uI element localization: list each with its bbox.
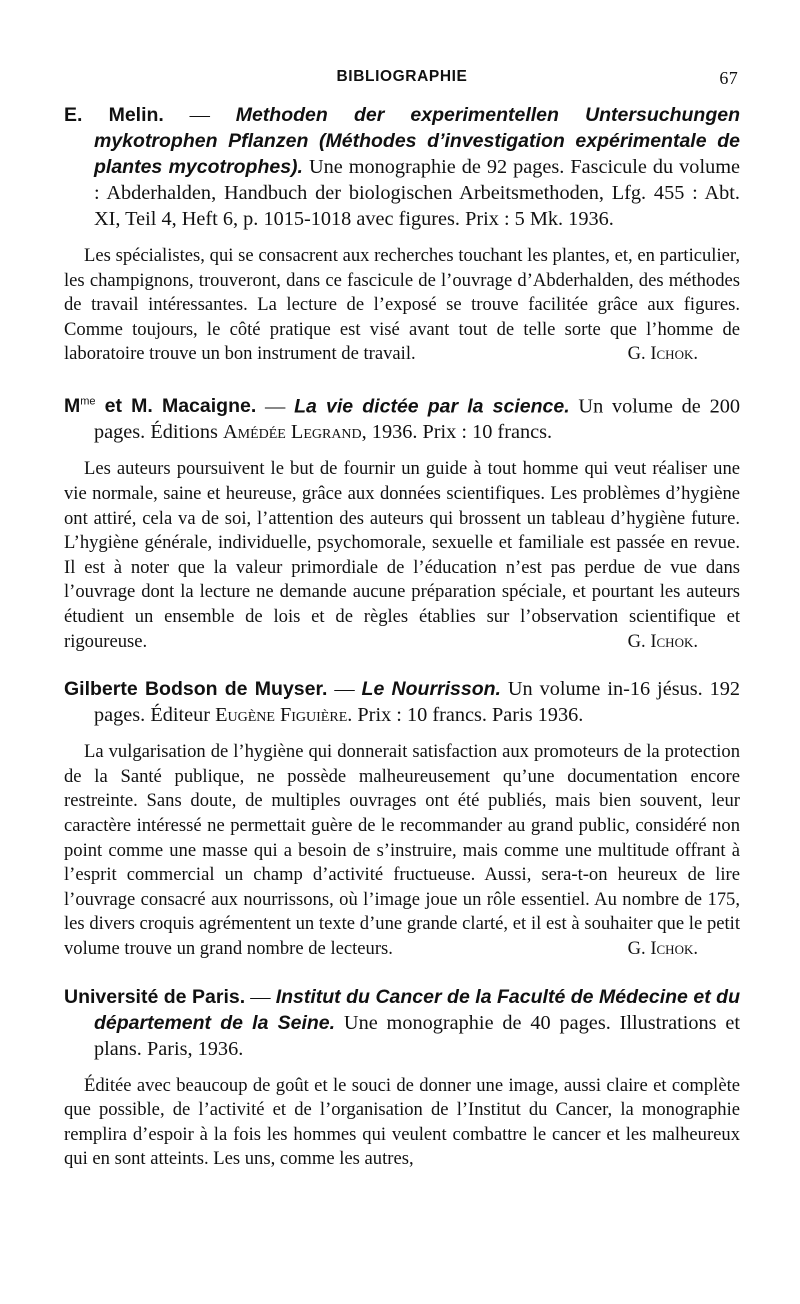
author: Université de Paris. bbox=[64, 985, 246, 1008]
document-page bbox=[64, 62, 740, 1172]
publication-details-end: , 1936. Prix : 10 francs. bbox=[361, 421, 553, 444]
review-text bbox=[64, 740, 740, 961]
work-title: Le Nourrisson. bbox=[361, 678, 501, 701]
publisher: Eugène Figuière bbox=[215, 704, 348, 727]
dash: — bbox=[256, 395, 295, 418]
running-title: BIBLIOGRAPHIE bbox=[336, 68, 468, 85]
author: Gilberte Bodson de Muyser. bbox=[64, 678, 328, 701]
work-title: Institut du Cancer de la Faculté de Médecine et du département de la Seine. bbox=[94, 985, 740, 1034]
review-body: Les spécialistes, qui se consacrent aux recherches touchant les plantes, et, en particulier, les champignons, trouveront, dans ce fascicule de l’ouvrage d’Abderhalden, des méthodes de travail intéressantes. La lecture de l’exposé se trouve facilitée grâce aux figures. Comme toujours, le côté pratique est visé avant tout de telle sorte que l’homme de laboratoire trouve un bon instrument de travail. bbox=[64, 245, 740, 365]
work-title: Methoden der experimentellen Untersuchungen mykotrophen Pflanzen (Méthodes d’investigation expérimentale de plantes mycotrophes). bbox=[94, 104, 740, 178]
review-text bbox=[64, 1074, 740, 1172]
review-text bbox=[64, 457, 740, 654]
publication-details: Un volume de 200 pages. Éditions bbox=[94, 395, 741, 444]
citation bbox=[64, 676, 740, 728]
publication-details: Un volume in-16 jésus. 192 pages. Éditeur bbox=[94, 678, 741, 727]
review-body: Éditée avec beaucoup de goût et le souci de donner une image, aussi claire et complète que possible, de l’activité et de l’organisation de l’Institut du Cancer, la monographie remplira d’espoir à la fois les hommes qui veulent combattre le cancer et les malheureux qui en sont atteints. Les uns, comme les autres, bbox=[64, 1074, 740, 1170]
publication-details: Une monographie de 40 pages. Illustrations et plans. Paris, 1936. bbox=[94, 1011, 740, 1060]
citation bbox=[64, 102, 740, 232]
reviewer-signature: G. Ichok. bbox=[627, 630, 698, 652]
dash: — bbox=[327, 678, 362, 701]
bibliography-entry-melin bbox=[64, 102, 740, 367]
reviewer-signature: G. Ichok. bbox=[627, 343, 698, 365]
bibliography-entry-universite bbox=[64, 984, 740, 1172]
publication-details: Une monographie de 92 pages. Fascicule du volume : Abderhalden, Handbuch der biologischen Arbeitsmethoden, Lfg. 455 : Abt. XI, Teil 4, Heft 6, p. 1015-1018 avec figures. Prix : 5 Mk. 1936. bbox=[94, 156, 740, 230]
running-head bbox=[64, 62, 740, 92]
review-text bbox=[64, 244, 740, 367]
dash: — bbox=[163, 104, 236, 126]
work-title: La vie dictée par la science. bbox=[294, 395, 570, 418]
author: $M^{me}$ et M. Macaigne. bbox=[64, 395, 257, 418]
citation bbox=[64, 389, 740, 446]
reviewer-signature: G. Ichok. bbox=[627, 937, 698, 959]
page-number: 67 bbox=[719, 68, 738, 88]
review-body: La vulgarisation de l’hygiène qui donnerait satisfaction aux promoteurs de la protection de la Santé publique, ne possède malheureusement qu’une documentation encore restreinte. Sans doute, de multiples ouvrages ont été publiés, mais bien souvent, leur caractère intéressé ne permettait guère de le recommander au grand public, considéré non point comme une masse qui a besoin de s’instruire, mais comme une multitude offrant à l’esprit commercial un champ d’activité fructueuse. Aussi, sera-t-on heureux de lire l’ouvrage consacré aux nourrissons, où l’image joue un rôle essentiel. Au nombre de 175, les divers croquis agrémentent un texte d’une grande clarté, et il est à souhaiter que le petit volume trouve un grand nombre de lecteurs. bbox=[64, 741, 740, 959]
bibliography-entry-macaigne bbox=[64, 389, 740, 654]
dash: — bbox=[245, 985, 276, 1008]
author: E. Melin. bbox=[64, 104, 164, 126]
bibliography-entry-bodson bbox=[64, 676, 740, 961]
publisher: Amédée Legrand bbox=[223, 421, 362, 444]
citation bbox=[64, 984, 740, 1062]
publication-details-end: . Prix : 10 francs. Paris 1936. bbox=[347, 704, 584, 727]
review-body: Les auteurs poursuivent le but de fournir un guide à tout homme qui veut réaliser une vie normale, saine et heureuse, grâce aux données scientifiques. Les problèmes d’hygiène ont attiré, cela va de soi, l’attention des auteurs qui brossent un tableau d’hygiène future. L’hygiène générale, individuelle, psychomorale, sexuelle et familiale est passée en revue. Il est à noter que la valeur primordiale de l’éducation n’est pas perdue de vue dans l’ouvrage dont la lecture ne demande aucune préparation spéciale, et pourtant les auteurs étudient un ensemble de lois et de règles établies sur l’observation scientifique et rigoureuse. bbox=[64, 458, 740, 652]
